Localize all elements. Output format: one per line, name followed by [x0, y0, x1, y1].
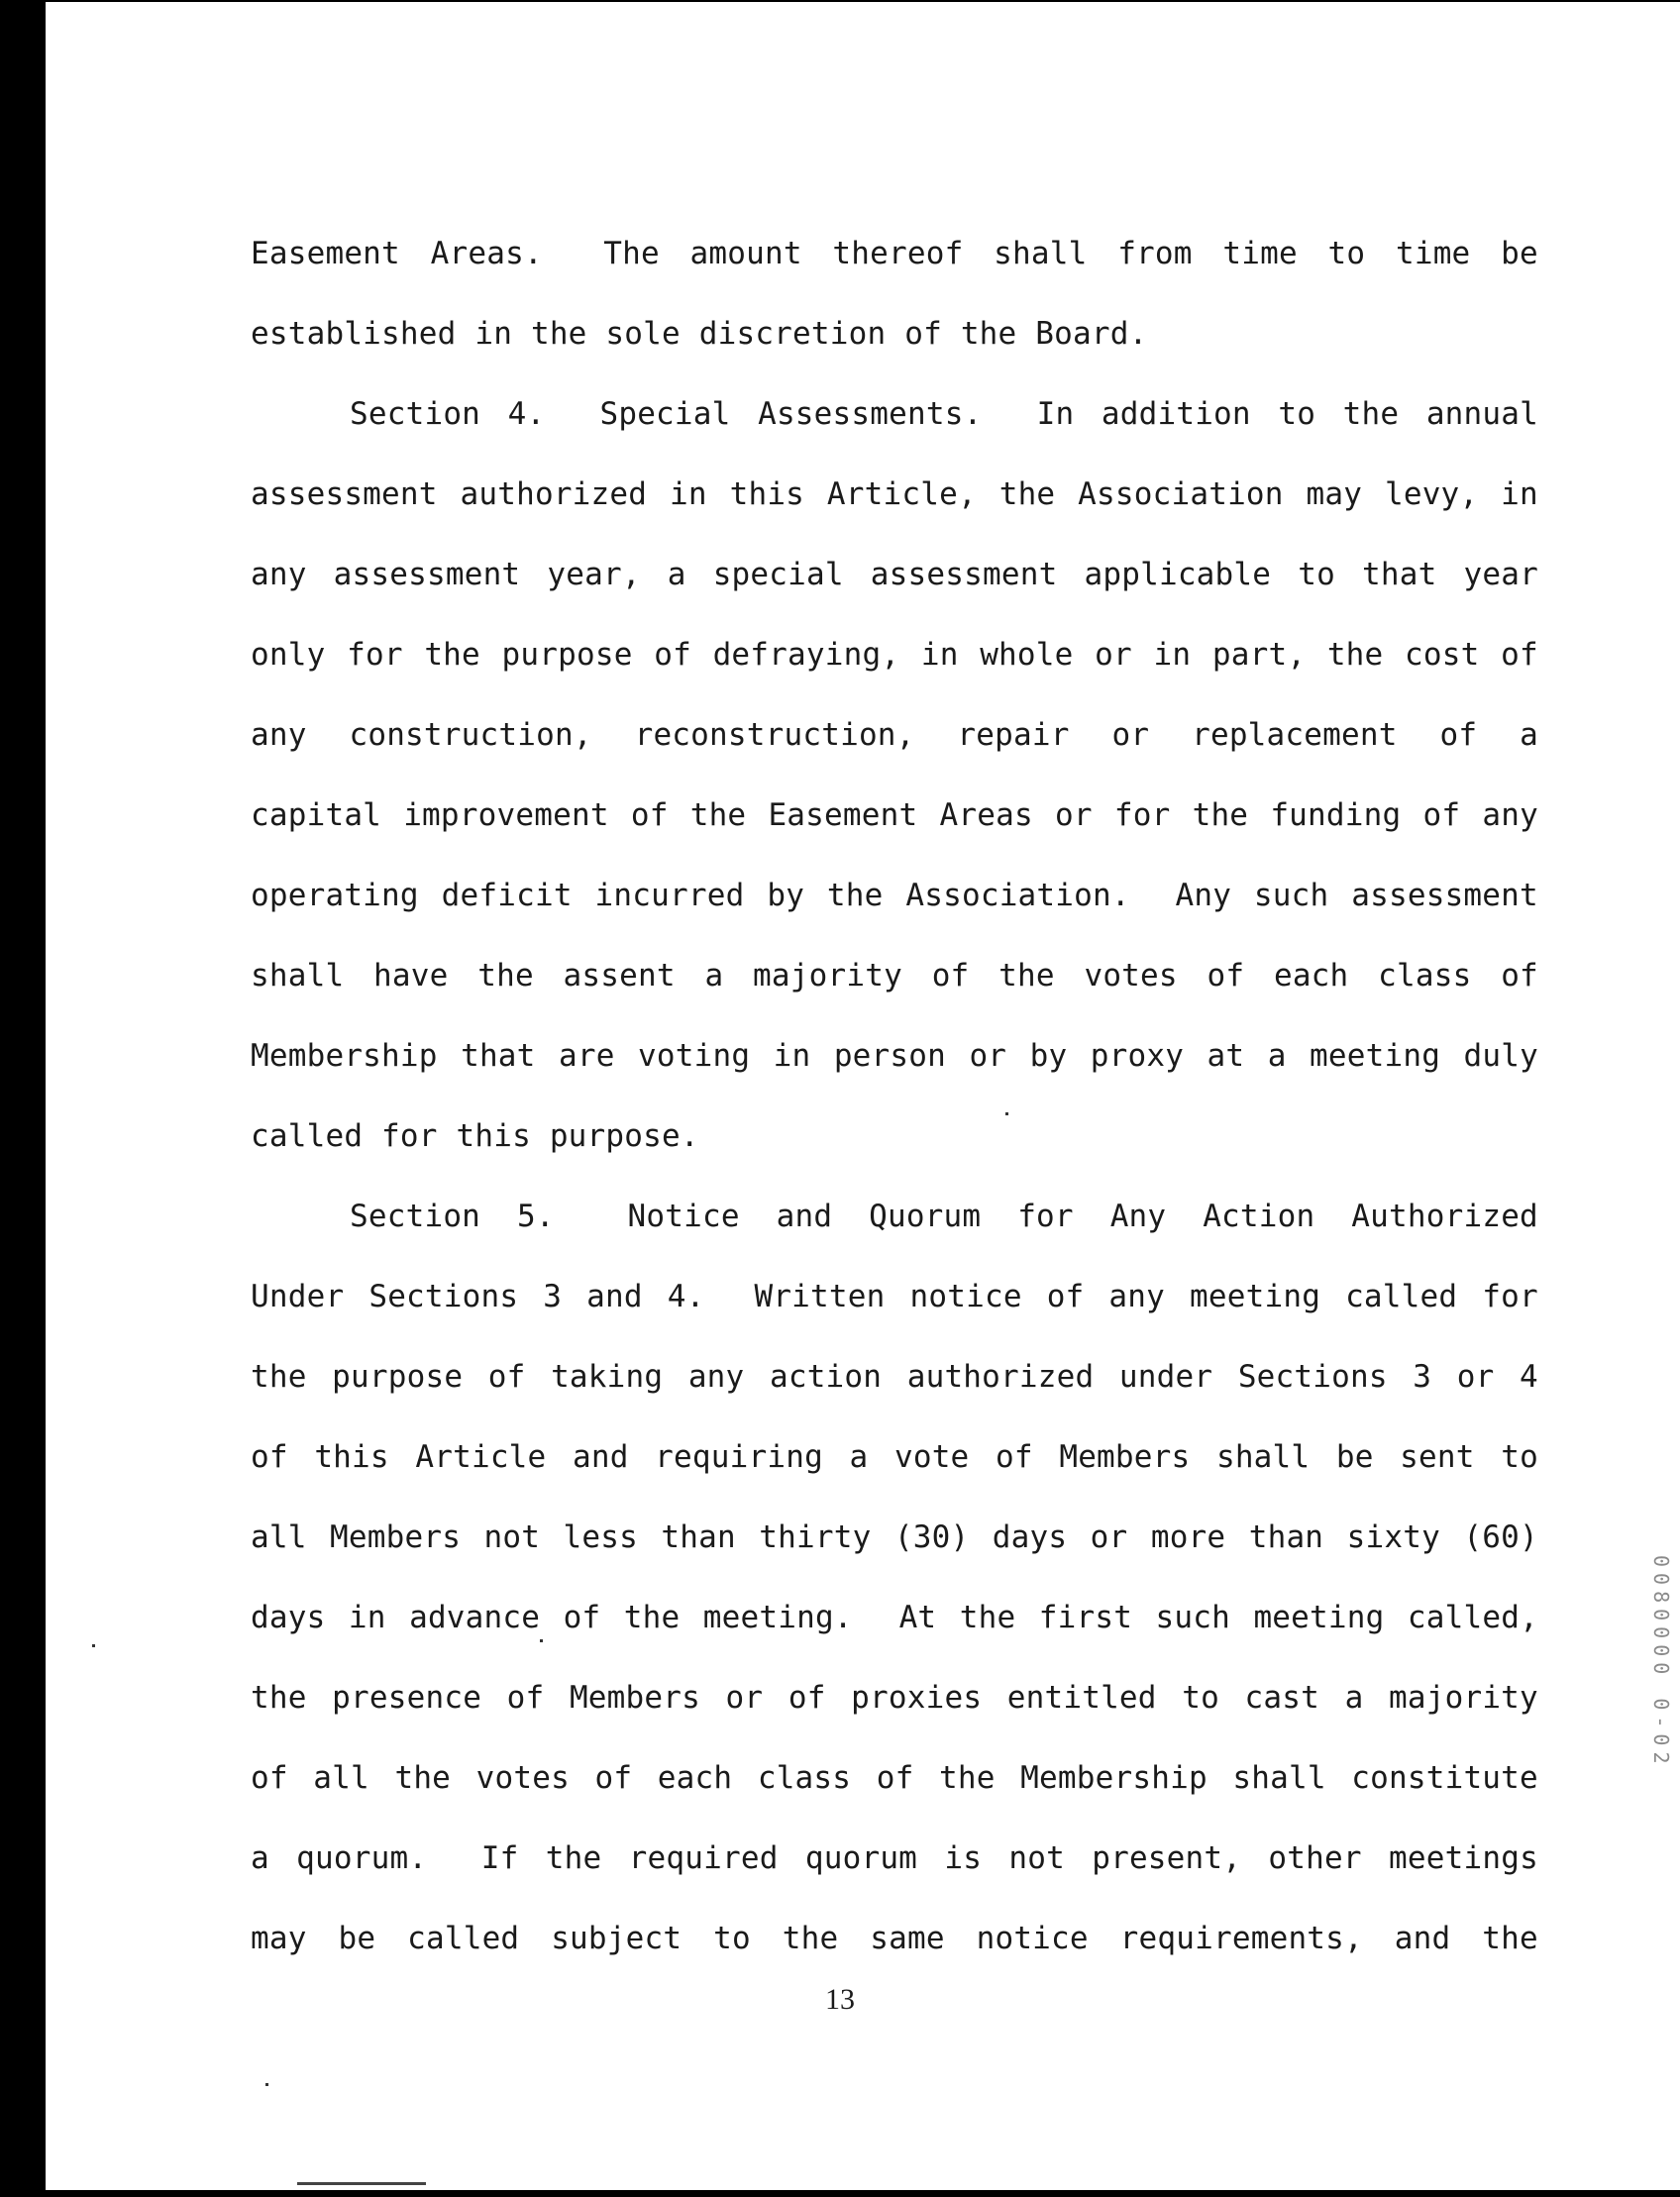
word: the	[1482, 1920, 1538, 1956]
word: of	[1207, 957, 1245, 994]
word: Assessments.	[758, 395, 983, 432]
word: such	[1155, 1599, 1230, 1635]
text-line	[251, 1898, 1538, 1978]
word: sixty	[1346, 1518, 1440, 1555]
word: for	[347, 636, 403, 673]
word: any	[687, 1358, 745, 1395]
word: a	[251, 1839, 269, 1876]
word: proxy	[1090, 1037, 1185, 1074]
word: assessment	[870, 556, 1058, 592]
word: entitled	[1006, 1679, 1157, 1716]
word: part,	[1211, 636, 1307, 673]
word: of	[876, 1759, 914, 1796]
word: Quorum	[869, 1198, 982, 1234]
word: subject	[551, 1920, 682, 1956]
text-line	[251, 694, 1538, 775]
word: the	[689, 796, 747, 833]
word: from	[1117, 235, 1193, 271]
word: present,	[1092, 1839, 1242, 1876]
word: At	[898, 1599, 937, 1635]
word: amount	[689, 235, 802, 271]
word: meeting	[1310, 1037, 1441, 1074]
word: the	[959, 1599, 1016, 1635]
word: of	[563, 1599, 601, 1635]
word: to	[1182, 1679, 1219, 1716]
word: incurred	[594, 877, 745, 913]
word: action	[769, 1358, 883, 1395]
text-line	[251, 1096, 1538, 1176]
word: in	[670, 475, 707, 512]
word: a	[1267, 1037, 1287, 1074]
word: than	[1248, 1518, 1324, 1555]
word: proxies	[851, 1679, 983, 1716]
word: Membership	[251, 1037, 438, 1074]
word: of	[1046, 1278, 1085, 1314]
word: Any	[1109, 1198, 1167, 1234]
word: the	[394, 1759, 452, 1796]
word: Areas	[939, 796, 1033, 833]
word: of	[931, 957, 970, 994]
word: 4.	[667, 1278, 705, 1314]
word: the	[251, 1679, 307, 1716]
scan-speck	[1005, 1112, 1008, 1115]
word: in	[1501, 475, 1538, 512]
word: Special	[599, 395, 731, 432]
word: Sections	[368, 1278, 519, 1314]
word: requiring	[655, 1438, 823, 1475]
word: more	[1150, 1518, 1226, 1555]
word: any	[251, 716, 307, 753]
word: Members	[1059, 1438, 1191, 1475]
word: for	[1113, 796, 1171, 833]
word: to	[1327, 235, 1366, 271]
word: is	[944, 1839, 983, 1876]
word: the	[1326, 636, 1384, 673]
word: less	[563, 1518, 638, 1555]
word: Article	[415, 1438, 547, 1475]
word: this	[314, 1438, 389, 1475]
word: Areas.	[430, 235, 543, 271]
word: constitute	[1351, 1759, 1538, 1796]
word: vote	[893, 1438, 970, 1475]
text-line	[251, 1416, 1538, 1497]
word: assent	[563, 957, 676, 994]
word: days	[992, 1518, 1068, 1555]
text-line	[251, 1015, 1538, 1096]
scan-speck	[540, 1639, 543, 1642]
word: time	[1395, 235, 1471, 271]
word: cost	[1405, 636, 1480, 673]
word: (60)	[1463, 1518, 1538, 1555]
word: replacement	[1192, 716, 1398, 753]
word: notice	[909, 1278, 1022, 1314]
word: Association	[1078, 475, 1284, 512]
word: and	[776, 1198, 833, 1234]
scan-bottom-mark	[297, 2182, 426, 2185]
page-number: 13	[825, 1983, 855, 2016]
word: Easement	[768, 796, 918, 833]
word: Authorized	[1351, 1198, 1538, 1234]
word: purpose	[501, 636, 633, 673]
word: Any	[1175, 877, 1232, 913]
word: Members	[330, 1518, 462, 1555]
word: in	[1153, 636, 1192, 673]
word: class	[1378, 957, 1472, 994]
word: of	[630, 796, 669, 833]
word: a	[667, 556, 686, 592]
side-stamp: 0080000 0-02	[1649, 1555, 1673, 1770]
word: the	[939, 1759, 996, 1796]
word: the	[424, 636, 480, 673]
word: the	[826, 877, 884, 913]
word: in	[773, 1037, 811, 1074]
word: improvement	[403, 796, 609, 833]
word: quorum.	[296, 1839, 428, 1876]
word: and	[586, 1278, 643, 1314]
word: be	[1501, 235, 1538, 271]
text-line	[251, 1657, 1538, 1737]
word: not	[1008, 1839, 1065, 1876]
word: for	[1482, 1278, 1538, 1314]
word: thirty	[759, 1518, 872, 1555]
word: assessment	[251, 475, 438, 512]
word: meeting	[1253, 1599, 1385, 1635]
word: in	[348, 1599, 386, 1635]
word: by	[767, 877, 805, 913]
word: votes	[1084, 957, 1178, 994]
word: duly	[1463, 1037, 1538, 1074]
word: a	[1520, 716, 1538, 753]
word: all	[251, 1518, 307, 1555]
word: only	[251, 636, 326, 673]
word: a	[1344, 1679, 1364, 1716]
word: defraying,	[712, 636, 900, 673]
word: any	[1482, 796, 1538, 833]
word: shall	[251, 957, 345, 994]
word: other	[1268, 1839, 1362, 1876]
word: or	[1090, 1518, 1128, 1555]
word: may	[1306, 475, 1363, 512]
text-line	[251, 454, 1538, 534]
word: to	[1501, 1438, 1538, 1475]
word: meeting	[1190, 1278, 1321, 1314]
word: operating	[251, 877, 419, 913]
text-line	[251, 1818, 1538, 1898]
word: the	[998, 957, 1055, 994]
word: of	[1439, 716, 1478, 753]
word: each	[657, 1759, 733, 1796]
word: Written	[754, 1278, 886, 1314]
word: called for this purpose.	[251, 1117, 699, 1154]
word: the	[251, 1358, 307, 1395]
word: shall	[1215, 1438, 1311, 1475]
word: levy,	[1384, 475, 1479, 512]
word: first	[1038, 1599, 1133, 1635]
word: be	[1335, 1438, 1374, 1475]
word: Section	[350, 1198, 481, 1234]
word: to	[713, 1920, 751, 1956]
word: called	[407, 1920, 520, 1956]
word: of	[1422, 796, 1461, 833]
word: a	[849, 1438, 869, 1475]
word: or	[725, 1679, 764, 1716]
word: repair	[957, 716, 1070, 753]
word: presence	[332, 1679, 482, 1716]
word: majority	[753, 957, 902, 994]
word: year,	[547, 556, 641, 592]
word: such	[1253, 877, 1329, 913]
scan-speck	[265, 2083, 268, 2086]
word: of	[594, 1759, 633, 1796]
word: 4.	[507, 395, 546, 432]
word: to	[1298, 556, 1335, 592]
word: that	[461, 1037, 536, 1074]
word: of	[1501, 957, 1538, 994]
word: the	[623, 1599, 681, 1635]
word: by	[1029, 1037, 1068, 1074]
section-heading-line	[251, 373, 1538, 454]
word: the	[477, 957, 534, 994]
word: of	[1501, 636, 1538, 673]
word: authorized	[906, 1358, 1095, 1395]
word: meeting.	[702, 1599, 853, 1635]
word: of	[487, 1358, 526, 1395]
word: person	[833, 1037, 946, 1074]
word: Notice	[627, 1198, 740, 1234]
word: quorum	[804, 1839, 918, 1876]
word: Members	[569, 1679, 700, 1716]
word: advance	[409, 1599, 541, 1635]
word: cast	[1244, 1679, 1319, 1716]
word: taking	[551, 1358, 664, 1395]
word: annual	[1425, 395, 1538, 432]
word: thereof	[832, 235, 964, 271]
word: capital	[251, 796, 382, 833]
word: of	[251, 1438, 288, 1475]
text-line	[251, 1497, 1538, 1577]
word: that	[1362, 556, 1437, 592]
word: for	[1017, 1198, 1074, 1234]
text-line	[251, 1336, 1538, 1416]
word: notice	[976, 1920, 1089, 1956]
word: of	[654, 636, 691, 673]
word: of	[506, 1679, 545, 1716]
word: 3	[543, 1278, 563, 1314]
word: 4	[1520, 1358, 1538, 1395]
word: the	[1342, 395, 1400, 432]
word: year	[1463, 556, 1538, 592]
text-line	[251, 1737, 1538, 1818]
word: a	[704, 957, 724, 994]
word: or	[1111, 716, 1150, 753]
word: assessment	[333, 556, 521, 592]
word: required	[628, 1839, 779, 1876]
word: the	[545, 1839, 602, 1876]
text-line	[251, 1256, 1538, 1336]
word: (30)	[893, 1518, 970, 1555]
text-line	[251, 935, 1538, 1015]
word: The	[603, 235, 660, 271]
word: established in the sole discretion of the Board.	[251, 315, 1148, 352]
word: requirements,	[1119, 1920, 1363, 1956]
text-line	[251, 1577, 1538, 1657]
word: special	[712, 556, 844, 592]
scan-speck	[92, 1644, 95, 1647]
word: sent	[1400, 1438, 1475, 1475]
word: of	[996, 1438, 1033, 1475]
word: Action	[1203, 1198, 1315, 1234]
word: assessment	[1351, 877, 1538, 913]
word: not	[483, 1518, 541, 1555]
word: Article,	[826, 475, 977, 512]
word: construction,	[349, 716, 592, 753]
word: to	[1278, 395, 1316, 432]
word: reconstruction,	[634, 716, 915, 753]
word: majority	[1389, 1679, 1538, 1716]
word: addition	[1101, 395, 1251, 432]
word: meetings	[1389, 1839, 1538, 1876]
word: are	[558, 1037, 615, 1074]
text-line	[251, 855, 1538, 935]
word: authorized	[460, 475, 648, 512]
text-line	[251, 213, 1538, 293]
word: voting	[638, 1037, 751, 1074]
text-line	[251, 775, 1538, 855]
word: shall	[1232, 1759, 1326, 1796]
word: at	[1207, 1037, 1245, 1074]
word: may	[251, 1920, 307, 1956]
word: shall	[994, 235, 1088, 271]
word: any	[1108, 1278, 1166, 1314]
word: the	[782, 1920, 839, 1956]
word: 5.	[516, 1198, 555, 1234]
word: in	[920, 636, 959, 673]
word: each	[1273, 957, 1349, 994]
scan-left-edge	[0, 0, 46, 2197]
word: Association.	[905, 877, 1130, 913]
word: applicable	[1084, 556, 1272, 592]
text-line	[251, 614, 1538, 694]
word: votes	[475, 1759, 570, 1796]
word: If	[480, 1839, 519, 1876]
word: the	[998, 475, 1056, 512]
word: whole	[980, 636, 1074, 673]
word: under	[1118, 1358, 1213, 1395]
word: any	[251, 556, 307, 592]
word: than	[661, 1518, 736, 1555]
word: Membership	[1020, 1759, 1208, 1796]
word: all	[313, 1759, 369, 1796]
section-heading-line	[251, 1176, 1538, 1256]
word: Sections	[1237, 1358, 1388, 1395]
text-line	[251, 293, 1538, 373]
word: 3	[1413, 1358, 1432, 1395]
word: same	[870, 1920, 945, 1956]
word: be	[338, 1920, 376, 1956]
word: called,	[1407, 1599, 1538, 1635]
word: or	[969, 1037, 1007, 1074]
word: and	[572, 1438, 629, 1475]
document-body	[251, 213, 1538, 1978]
word: of	[251, 1759, 288, 1796]
word: or	[1095, 636, 1132, 673]
word: of	[788, 1679, 826, 1716]
word: Under	[251, 1278, 345, 1314]
word: or	[1054, 796, 1093, 833]
word: class	[757, 1759, 852, 1796]
scan-bottom-edge	[46, 2190, 1680, 2197]
word: Section	[350, 395, 481, 432]
word: called	[1345, 1278, 1458, 1314]
word: this	[729, 475, 805, 512]
word: In	[1036, 395, 1075, 432]
word: deficit	[441, 877, 573, 913]
word: time	[1222, 235, 1298, 271]
word: Easement	[251, 235, 400, 271]
word: days	[251, 1599, 326, 1635]
word: and	[1394, 1920, 1451, 1956]
word: or	[1456, 1358, 1495, 1395]
word: the	[1192, 796, 1249, 833]
scan-top-edge	[46, 0, 1680, 2]
word: have	[373, 957, 449, 994]
word: purpose	[332, 1358, 464, 1395]
word: funding	[1270, 796, 1402, 833]
text-line	[251, 534, 1538, 614]
